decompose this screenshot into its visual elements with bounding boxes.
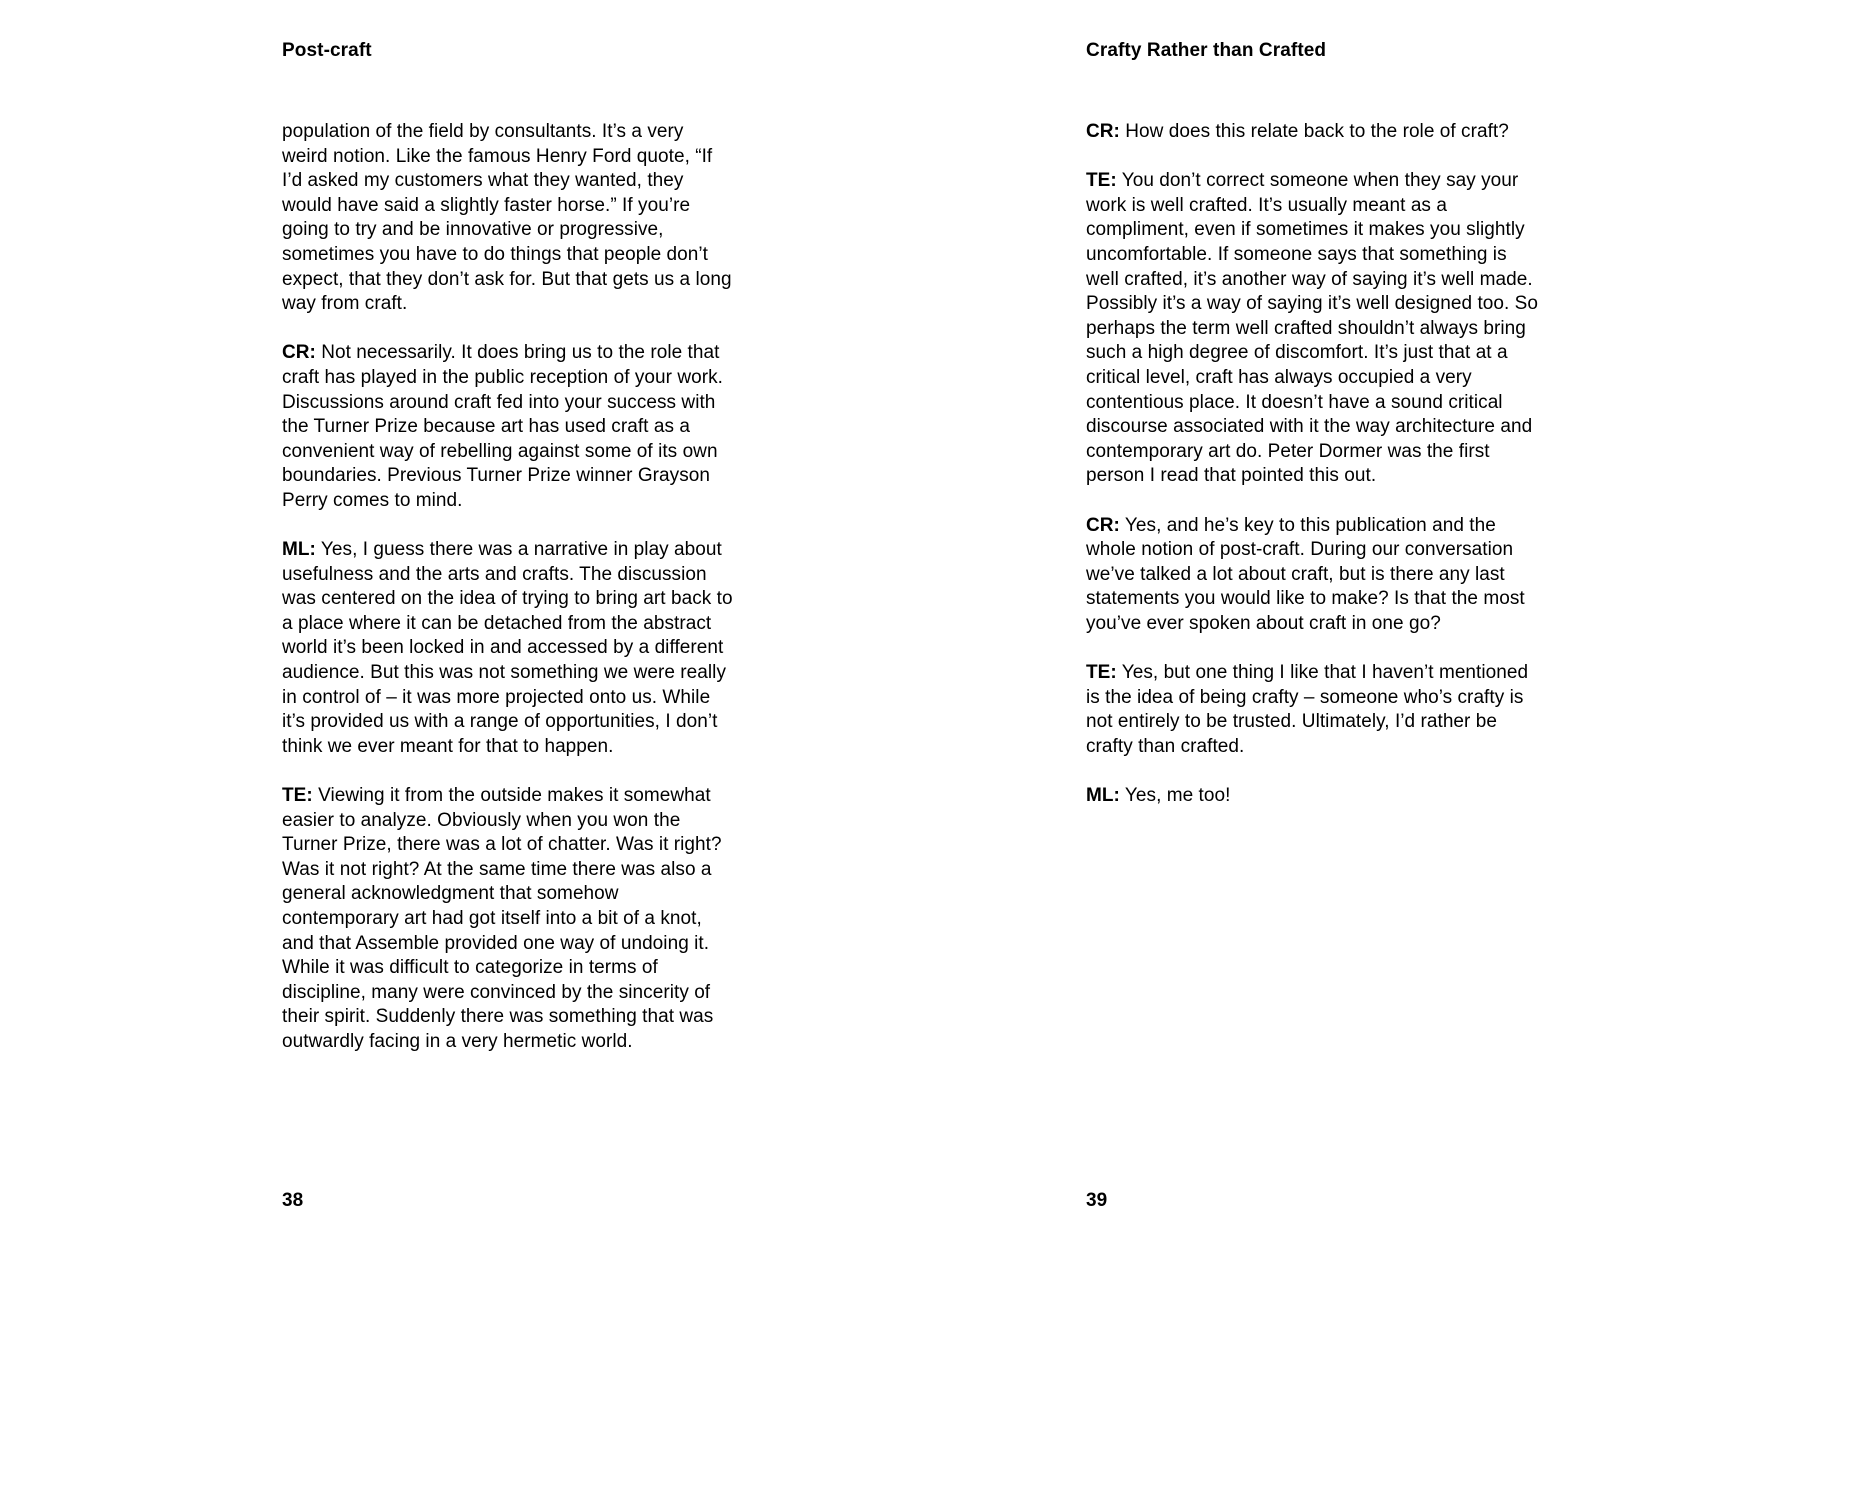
page-number-left: 38 bbox=[282, 1190, 304, 1211]
speaker-label: ML: bbox=[1086, 785, 1120, 807]
paragraph-text: Yes, but one thing I like that I haven’t mentioned is the idea of being crafty – someone who’s crafty is not entirely to be trusted. Ultimately, I’d rather be crafty than crafted. bbox=[1086, 662, 1529, 757]
speaker-label: TE: bbox=[1086, 662, 1117, 684]
page-number-right: 39 bbox=[1086, 1190, 1108, 1211]
paragraph bbox=[282, 120, 734, 317]
paragraph-text: Yes, I guess there was a narrative in play about usefulness and the arts and crafts. The discussion was centered on the idea of trying to bring art back to a place where it can be detached from the abstract world it’s been locked in and accessed by a different audience. But this was not something we were really in control of – it was more projected onto us. While it’s provided us with a range of opportunities, I don’t think we ever meant for that to happen. bbox=[282, 539, 733, 757]
speaker-label: CR: bbox=[282, 342, 316, 364]
speaker-label: CR: bbox=[1086, 121, 1120, 142]
page-left bbox=[282, 40, 734, 1055]
speaker-label: ML: bbox=[282, 539, 316, 561]
paragraph bbox=[282, 341, 734, 513]
paragraph bbox=[1086, 784, 1538, 809]
paragraph bbox=[282, 538, 734, 759]
speaker-label: TE: bbox=[1086, 170, 1117, 192]
speaker-label: TE: bbox=[282, 785, 313, 807]
paragraph bbox=[1086, 661, 1538, 759]
paragraph-text: Viewing it from the outside makes it somewhat easier to analyze. Obviously when you won the Turner Prize, there was a lot of chatter. Was it right? Was it not right? At the same time there was also a general acknowledgment that somehow contemporary art had got itself into a bit of a knot, and that Assemble provided one way of undoing it. While it was difficult to categorize in terms of discipline, many were convinced by the sincerity of their spirit. Suddenly there was something that was outwardly facing in a very hermetic world. bbox=[282, 785, 722, 1052]
page-body-left bbox=[282, 120, 734, 1055]
paragraph-text: Not necessarily. It does bring us to the role that craft has played in the public reception of your work. Discussions around craft fed into your success with the Turner Prize because art has used craft as a convenient way of rebelling against some of its own boundaries. Previous Turner Prize winner Grayson Perry comes to mind. bbox=[282, 342, 723, 511]
paragraph bbox=[282, 784, 734, 1055]
paragraph bbox=[1086, 120, 1538, 145]
paragraph-text: How does this relate back to the role of craft? bbox=[1125, 121, 1509, 142]
running-head-right: Crafty Rather than Crafted bbox=[1086, 40, 1327, 61]
paragraph-text: You don’t correct someone when they say your work is well crafted. It’s usually meant as a compliment, even if sometimes it makes you slightly uncomfortable. If someone says that something is well crafted, it’s another way of saying it’s well made. Possibly it’s a way of saying it’s well designed too. So perhaps the term well crafted shouldn’t always bring such a high degree of discomfort. It’s just that at a critical level, craft has always occupied a very contentious place. It doesn’t have a sound critical discourse associated with it the way architecture and contemporary art do. Peter Dormer was the first person I read that pointed this out. bbox=[1086, 170, 1538, 487]
paragraph bbox=[1086, 169, 1538, 489]
paragraph-text: Yes, me too! bbox=[1124, 785, 1231, 807]
paragraph bbox=[1086, 514, 1538, 637]
speaker-label: CR: bbox=[1086, 514, 1120, 536]
page-body-right bbox=[1086, 120, 1538, 809]
running-head-left: Post-craft bbox=[282, 40, 372, 61]
paragraph-text: Yes, and he’s key to this publication and the whole notion of post-craft. During our conversation we’ve talked a lot about craft, but is there any last statements you would like to make? Is that the most you’ve ever spoken about craft in one go? bbox=[1086, 514, 1525, 634]
paragraph-text: population of the field by consultants. It’s a very weird notion. Like the famous Henry Ford quote, “If I’d asked my customers what they wanted, they would have said a slightly faster horse.” If you’re going to try and be innovative or progressive, sometimes you have to do things that people don’t expect, that they don’t ask for. But that gets us a long way from craft. bbox=[282, 121, 732, 315]
page-right bbox=[1086, 40, 1538, 809]
